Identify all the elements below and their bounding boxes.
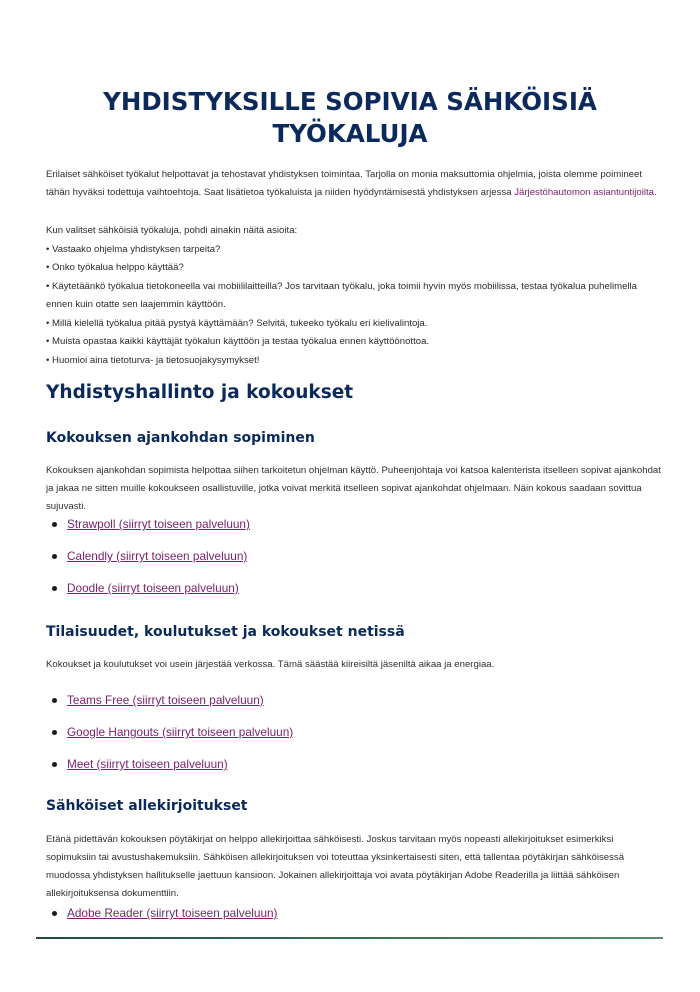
checklist-item: • Millä kielellä työkalua pitää pystyä käyttämään? Selvitä, tukeeko työkalu eri kielivalintoja. — [46, 317, 428, 329]
experts-link[interactable]: Järjestöhautomon asiantuntijoilta — [514, 187, 654, 198]
checklist-item: • Huomioi aina tietoturva- ja tietosuojakysymykset! — [46, 354, 260, 366]
scheduling-links — [46, 508, 250, 604]
list-item — [46, 716, 293, 748]
list-item — [46, 748, 293, 780]
scheduling-heading: Kokouksen ajankohdan sopiminen — [46, 430, 315, 446]
bullet-icon — [52, 586, 57, 591]
list-item — [46, 684, 293, 716]
scheduling-paragraph: Kokouksen ajankohdan sopimista helpottaa siihen tarkoitetun ohjelman käyttö. Puheenjohtaja voi katsoa kalenterista itselleen sopivat ajankohdat ja jakaa ne sitten muille kokoukseen osallistuville, jotka voivat merkitä itselleen sopivat ajankohdat ohjelmaan. Näin kokous saadaan sovittua sujuvasti. — [46, 465, 661, 512]
page-title-line-1: YHDISTYKSILLE SOPIVIA SÄHKÖISIÄ — [103, 87, 597, 116]
page-title-line-2: TYÖKALUJA — [272, 119, 428, 148]
bullet-icon — [52, 698, 57, 703]
signatures-paragraph: Etänä pidettävän kokouksen pöytäkirjat on helppo allekirjoittaa sähköisesti. Joskus tarvitaan myös nopeasti allekirjoitukset esimerkiksi sopimuksiin tai avustushakemuksiin. Sähköisen allekirjoituksen voi toteuttaa yksinkertaisesti siten, että tallentaa pöytäkirjan sähköisessä muodossa yhdistyksen hallitukselle jaettuun kansioon. Jokainen allekirjoittaja voi avata pöytäkirjan Adobe Readerilla ja liittää sähköisen allekirjoituksensa dokumenttiin. — [46, 834, 625, 899]
online-paragraph: Kokoukset ja koulutukset voi usein järjestää verkossa. Tämä säästää kiireisiltä jäseniltä aikaa ja energiaa. — [46, 659, 495, 670]
meet-link[interactable]: Meet (siirryt toiseen palveluun) — [67, 757, 228, 771]
bullet-icon — [52, 762, 57, 767]
bullet-icon — [52, 522, 57, 527]
checklist — [46, 222, 666, 370]
section-heading: Yhdistyshallinto ja kokoukset — [46, 382, 354, 403]
bullet-icon — [52, 911, 57, 916]
signatures-links — [46, 897, 278, 929]
calendly-link[interactable]: Calendly (siirryt toiseen palveluun) — [67, 549, 248, 563]
checklist-lead: Kun valitset sähköisiä työkaluja, pohdi ainakin näitä asioita: — [46, 225, 298, 236]
list-item — [46, 897, 278, 929]
list-item — [46, 572, 250, 604]
online-heading: Tilaisuudet, koulutukset ja kokoukset netissä — [46, 624, 405, 640]
page-title — [0, 86, 700, 150]
online-links — [46, 684, 293, 780]
list-item — [46, 508, 250, 540]
google-hangouts-link[interactable]: Google Hangouts (siirryt toiseen palveluun) — [67, 725, 294, 739]
signatures-heading: Sähköiset allekirjoitukset — [46, 798, 248, 814]
strawpoll-link[interactable]: Strawpoll (siirryt toiseen palveluun) — [67, 517, 250, 531]
doodle-link[interactable]: Doodle (siirryt toiseen palveluun) — [67, 581, 239, 595]
list-item — [46, 540, 250, 572]
bullet-icon — [52, 730, 57, 735]
checklist-item: • Muista opastaa kaikki käyttäjät työkalun käyttöön ja testaa työkalua ennen käyttöönottoa. — [46, 336, 430, 347]
intro-text: Erilaiset sähköiset työkalut helpottavat ja tehostavat yhdistyksen toimintaa. Tarjolla on monia maksuttomia ohjelmia, joista olemme poimineet tähän hyväksi todettuja vaihtoehtoja. Saat lisätietoa työkaluista ja niiden hyödyntämisestä yhdistyksen arjessa — [46, 169, 642, 198]
footer-divider — [36, 937, 663, 939]
adobe-reader-link[interactable]: Adobe Reader (siirryt toiseen palveluun) — [67, 906, 278, 920]
checklist-item: • Vastaako ohjelma yhdistyksen tarpeita? — [46, 243, 221, 255]
teams-free-link[interactable]: Teams Free (siirryt toiseen palveluun) — [67, 693, 264, 707]
bullet-icon — [52, 554, 57, 559]
intro-text-end: . — [653, 187, 657, 198]
checklist-item: • Käytetäänkö työkalua tietokoneella vai mobiililaitteilla? Jos tarvitaan työkalu, joka toimii hyvin myös mobiilissa, testaa työkalua puhelimella ennen kuin otatte sen laajemmin käyttöön. — [46, 280, 638, 310]
checklist-item: • Onko työkalua helppo käyttää? — [46, 262, 184, 273]
intro-paragraph — [46, 166, 666, 202]
